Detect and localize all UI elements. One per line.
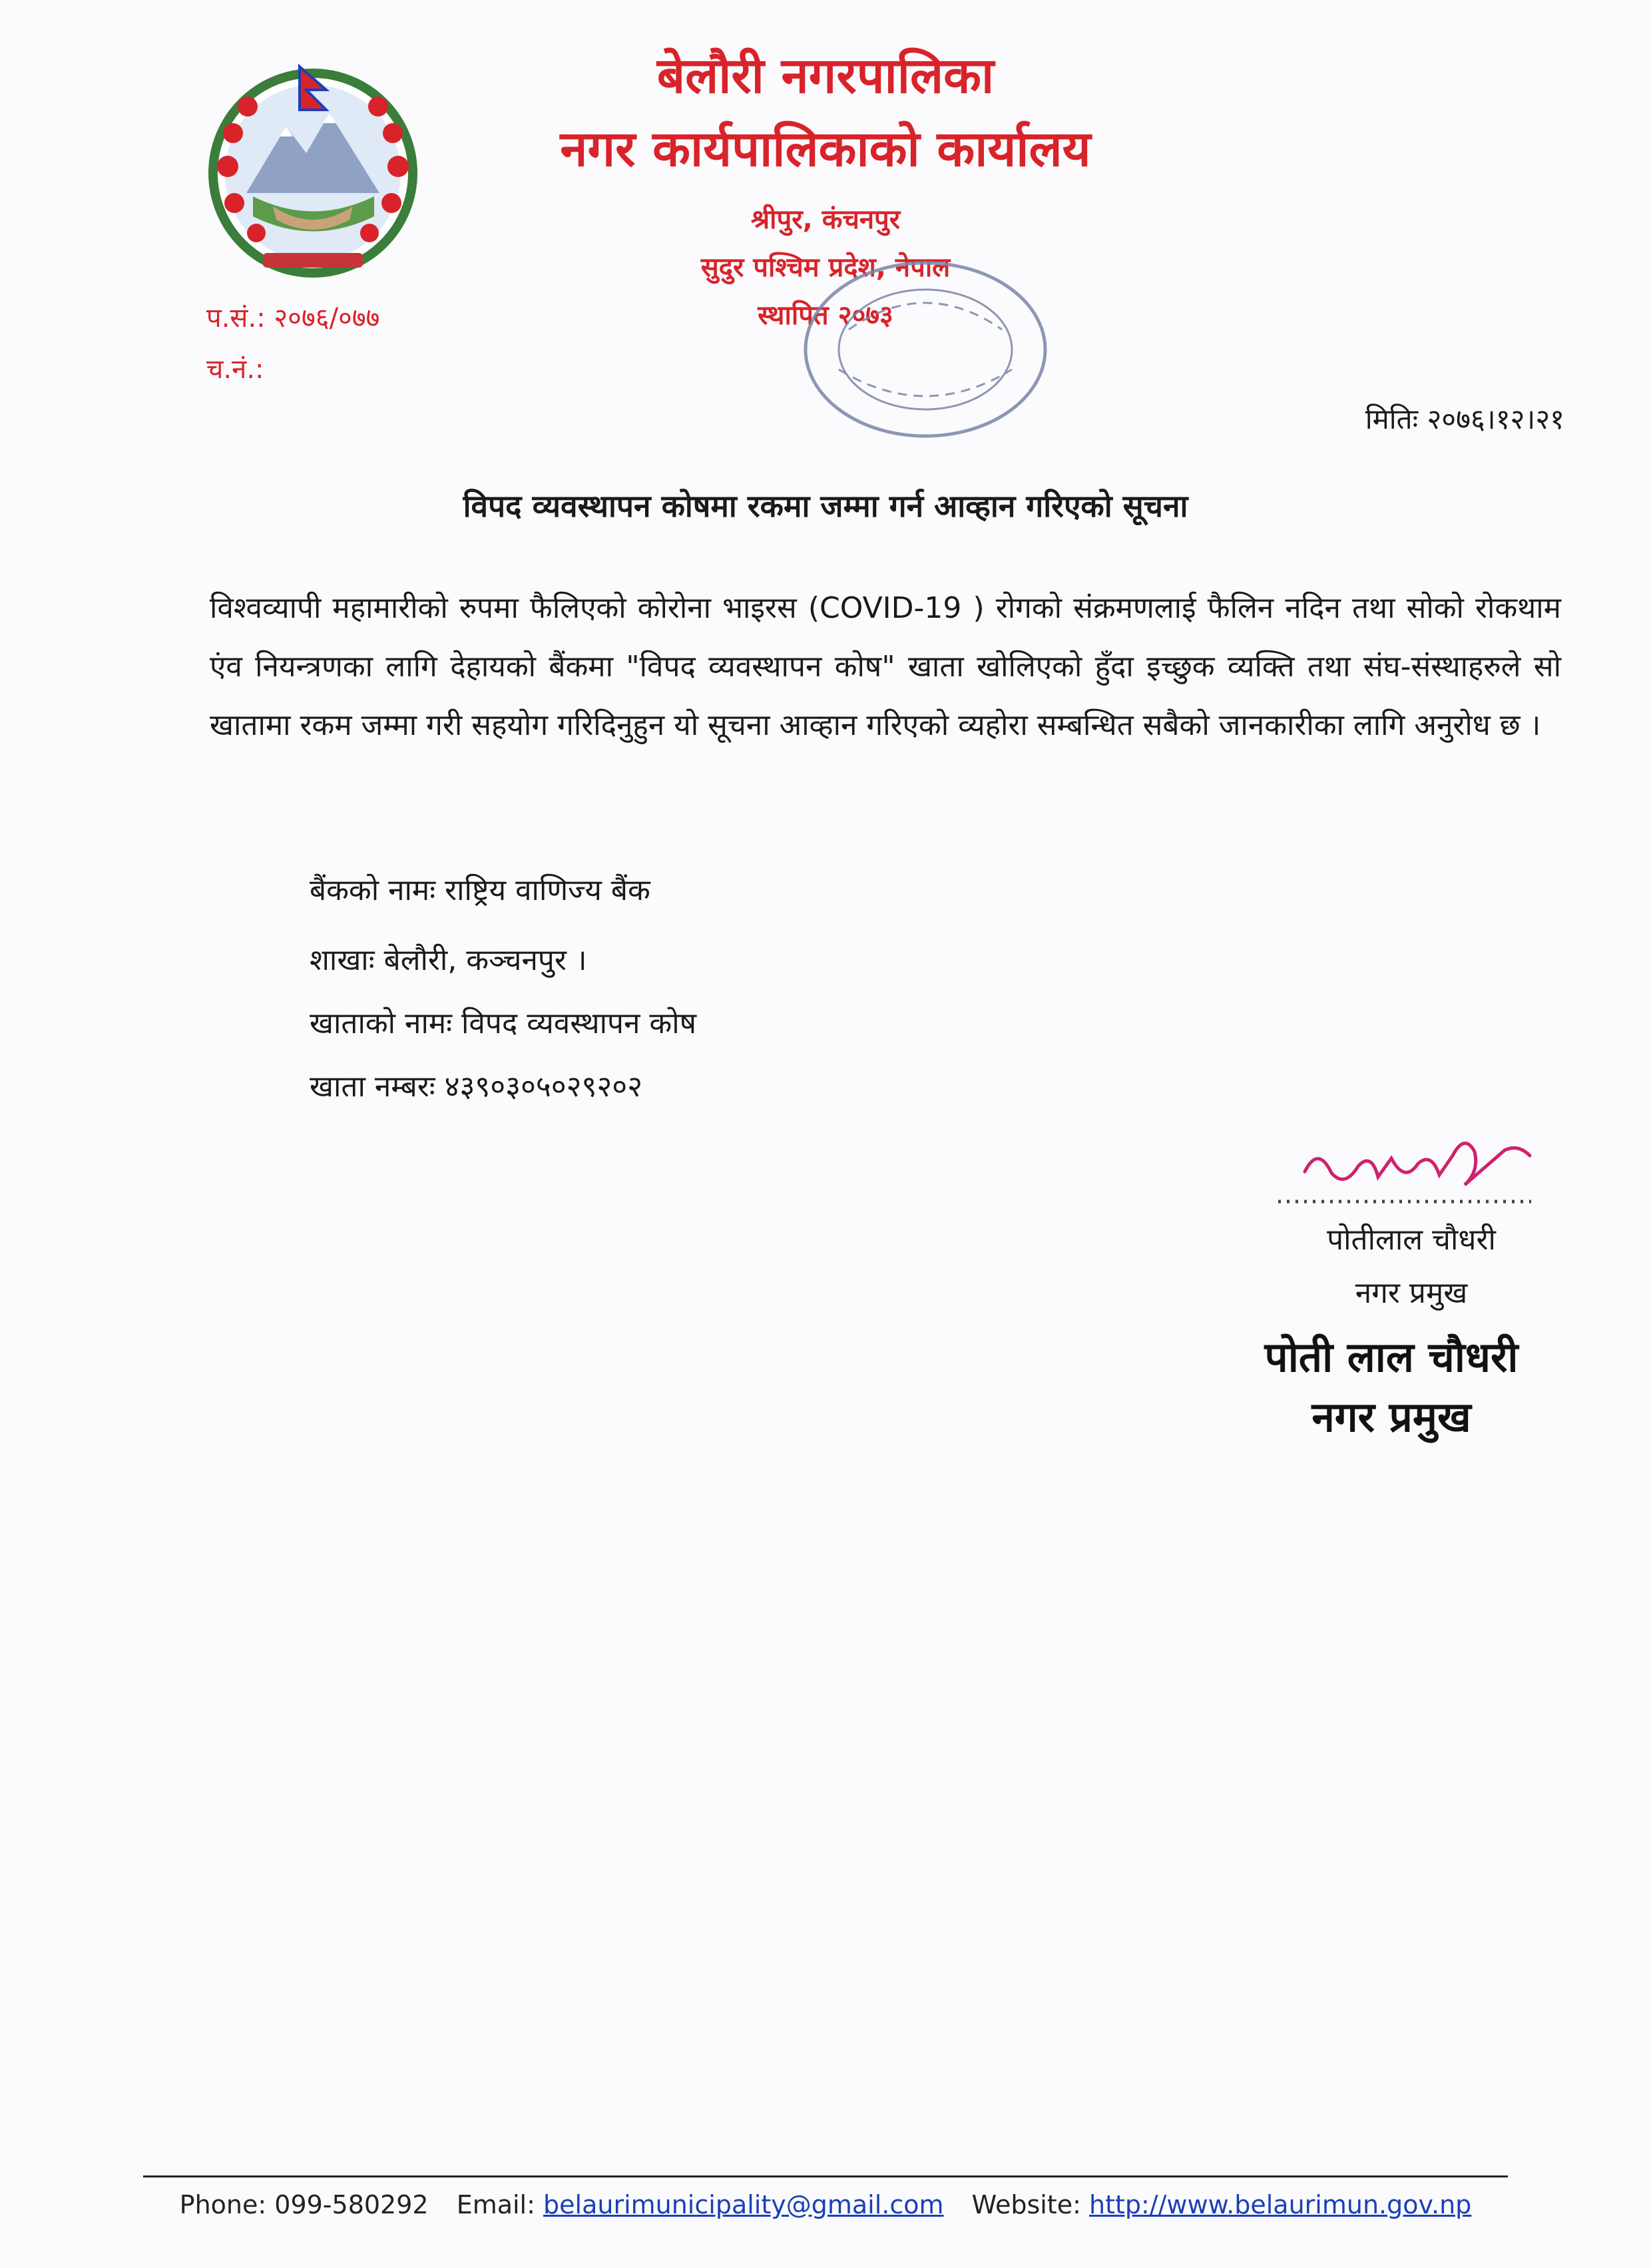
name-stamp: पोती लाल चौधरी <box>1264 1333 1519 1381</box>
account-name: खाताको नामः विपद व्यवस्थापन कोष <box>310 1007 697 1040</box>
office-name: नगर कार्यपालिकाको कार्यालय <box>560 120 1091 178</box>
nepal-emblem-icon <box>200 53 426 280</box>
notice-subject: विपद व्यवस्थापन कोषमा रकमा जम्मा गर्न आव्हान गरिएको सूचना <box>463 488 1188 524</box>
title-stamp: नगर प्रमुख <box>1311 1393 1471 1441</box>
office-province: सुदुर पश्चिम प्रदेश, नेपाल <box>700 252 951 283</box>
municipality-name: बेलौरी नगरपालिका <box>656 47 995 105</box>
footer <box>0 2190 1651 2219</box>
phone-label: Phone: <box>179 2190 267 2219</box>
office-address: श्रीपुर, कंचनपुर <box>750 204 901 235</box>
website-label: Website: <box>971 2190 1081 2219</box>
office-stamp <box>786 250 1065 449</box>
bank-name: बैंकको नामः राष्ट्रिय वाणिज्य बैंक <box>310 873 650 907</box>
signature-icon <box>1265 1125 1544 1212</box>
established-year: स्थापित २०७३ <box>758 300 893 331</box>
phone-number: 099-580292 <box>274 2190 429 2219</box>
notice-body: विश्वव्यापी महामारीको रुपमा फैलिएको कोरोना भाइरस (COVID-19 ) रोगको संक्रमणलाई फैलिन नदिन तथा सोको रोकथाम एंव नियन्त्रणका लागि देहायको बैंकमा "विपद व्यवस्थापन कोष" खाता खोलिएको हुँदा इच्छुक व्यक्ति तथा संघ-संस्थाहरुले सो खातामा रकम जम्मा गरी सहयोग गरिदिनुहुन यो सूचना आव्हान गरिएको व्यहोरा सम्बन्धित सबैको जानकारीका लागि अनुरोध छ । <box>210 591 1561 742</box>
signatory-title: नगर प्रमुख <box>1355 1276 1468 1310</box>
dispatch-number: च.नं.: <box>206 354 264 385</box>
reference-number: प.सं.: २०७६/०७७ <box>206 303 380 334</box>
signatory-name: पोतीलाल चौधरी <box>1327 1223 1496 1257</box>
account-number: खाता नम्बरः ४३९०३०५०२९२०२ <box>310 1070 643 1104</box>
bank-branch: शाखाः बेलौरी, कञ्चनपुर । <box>310 943 587 977</box>
email-label: Email: <box>456 2190 535 2219</box>
website-link[interactable]: http://www.belaurimun.gov.np <box>1089 2190 1472 2219</box>
footer-divider <box>143 2175 1508 2177</box>
letter-date: मितिः २०७६।१२।२१ <box>1365 403 1564 435</box>
email-link[interactable]: belaurimunicipality@gmail.com <box>543 2190 944 2219</box>
